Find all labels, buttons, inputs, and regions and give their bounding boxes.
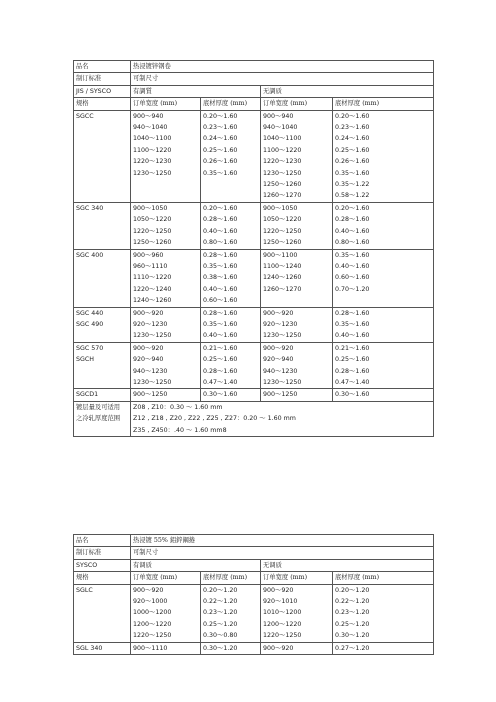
coating-range-line: Z08 , Z10：0.30 ～ 1.60 mm [133,403,223,411]
cell-line: 940～1040 [263,124,298,132]
cell-line: SGC 440 [76,309,104,317]
cell-line: 1220～1250 [263,227,302,235]
cell-line: 0.20～1.60 [203,112,238,120]
cell-line: 0.25～1.60 [335,146,370,154]
cell-line: 900～920 [133,344,164,352]
cell-line: 0.30～1.60 [335,391,370,399]
thickness-cell [333,202,434,249]
coating-range-line: Z12 , Z18 , Z20 , Z22 , Z25 , Z27：0.20 ～ 1.60 mm [133,415,296,423]
cell-line: 1230～1250 [133,332,172,340]
spec-name-cell [74,389,131,401]
cell-line: 0.70～1.20 [335,285,370,293]
cell-line: 1230～1250 [263,332,302,340]
cell-line: 0.25～1.20 [203,620,238,628]
thickness-cell [333,342,434,389]
cell-line: 0.30～1.20 [203,644,238,652]
cell-line: 900～940 [263,112,294,120]
standard-name: JIS / SYSCO [74,85,131,97]
cell-line: 0.24～1.60 [203,135,238,143]
cell-line: 1220～1240 [133,285,172,293]
cell-line: 940～1230 [133,367,168,375]
table-row [74,584,434,642]
cell-line: 0.35～1.60 [203,320,238,328]
cell-line: 1220～1250 [133,227,172,235]
cell-line: SGC 490 [76,320,104,328]
product-label: 品名 [74,61,131,73]
cell-line: 900～920 [133,309,164,317]
cell-line: 900～960 [133,251,164,259]
cell-line: 900～1250 [263,391,298,399]
cell-line: 0.23～1.60 [203,124,238,132]
column-header-width: 订单宽度 (mm) [261,572,333,584]
product-name: 热浸镀锌钢卷 [131,61,434,73]
column-header-width: 订单宽度 (mm) [131,572,201,584]
cell-line: 0.30～1.20 [335,632,370,640]
cell-line: 1100～1240 [263,262,302,270]
spec-name-cell [74,202,131,249]
thickness-cell [201,307,261,342]
cell-line: 0.35～1.60 [203,169,238,177]
table-row [74,642,434,654]
coating-label [74,401,131,436]
cell-line: 0.23～1.20 [203,609,238,617]
width-cell [261,584,333,642]
cell-line: 1230～1250 [133,169,172,177]
cell-line: 1100～1220 [133,146,172,154]
cell-line: 1200～1220 [263,620,302,628]
cell-line: 0.40～1.60 [203,227,238,235]
cell-line: 0.28～1.60 [335,309,370,317]
cell-line: 1250～1260 [133,239,172,247]
cell-line: SGCC [76,112,94,120]
cell-line: SGC 400 [76,251,104,259]
table-row [74,73,434,85]
thickness-cell [333,307,434,342]
product-label: 品名 [74,535,131,547]
width-cell [261,249,333,307]
cell-line: 900～920 [133,586,164,594]
cell-line: 1010～1200 [263,609,302,617]
cell-line: 900～1100 [263,251,298,259]
coating-ranges [131,401,434,436]
spec-name-cell [74,342,131,389]
standard-label: 制订标准 [74,73,131,85]
cell-line: 0.26～1.60 [203,158,238,166]
cell-line: 900～920 [263,644,294,652]
cell-line: 1260～1270 [263,285,302,293]
cell-line: 0.21～1.60 [335,344,370,352]
cell-line: 1200～1220 [133,620,172,628]
cell-line: 0.58～1.22 [335,192,370,200]
cell-line: 0.24～1.60 [335,135,370,143]
cell-line: 920～1010 [263,598,298,606]
cell-line: 0.26～1.60 [335,158,370,166]
product-name: 热浸镀 55% 鋁鋅鋼捲 [131,535,434,547]
column-header-width: 订单宽度 (mm) [261,98,333,110]
cell-line: 1220～1230 [263,158,302,166]
cell-line: 1260～1270 [263,192,302,200]
cell-line: 0.25～1.60 [203,356,238,364]
cell-line: 900～940 [133,112,164,120]
thickness-cell [201,642,261,654]
thickness-cell [201,110,261,202]
width-cell [131,389,201,401]
cell-line: 0.25～1.20 [335,620,370,628]
cell-line: SGCH [76,356,95,364]
cell-line: 0.22～1.20 [335,598,370,606]
cell-line: 900～920 [263,344,294,352]
cell-line: 1000～1200 [133,609,172,617]
spec-name-cell [74,642,131,654]
spec-name-cell [74,110,131,202]
cell-line: 0.28～1.60 [335,216,370,224]
cell-line: SGC 570 [76,344,104,352]
cell-line: 0.40～1.60 [203,332,238,340]
cell-line: 1040～1100 [263,135,302,143]
cell-line: 0.38～1.60 [203,274,238,282]
cell-line: 0.35～1.60 [335,320,370,328]
cell-line: 0.80～1.60 [335,239,370,247]
coating-range-line: Z35 , Z450：.40 ～ 1.60 mm8 [133,426,227,434]
column-header-thickness: 底材厚度 (mm) [333,98,434,110]
thickness-cell [201,342,261,389]
cell-line: 0.40～1.60 [203,285,238,293]
cell-line: 0.23～1.60 [335,124,370,132]
thickness-cell [333,584,434,642]
standard-label: 制订标准 [74,547,131,559]
cell-line: 1220～1250 [263,632,302,640]
coating-row [74,401,434,436]
width-cell [261,307,333,342]
cell-line: 0.28～1.60 [203,251,238,259]
group-untempered: 无調质 [261,85,434,97]
cell-line: 1220～1230 [133,158,172,166]
width-cell [261,642,333,654]
thickness-cell [201,389,261,401]
thickness-cell [333,642,434,654]
table-row [74,342,434,389]
table-row [74,110,434,202]
cell-line: SGLC [76,586,93,594]
table-row [74,85,434,97]
table-row [74,307,434,342]
coating-label-line: 之冷轧厚度范围 [76,415,121,423]
cell-line: 0.80～1.60 [203,239,238,247]
cell-line: 1240～1260 [263,274,302,282]
column-header-thickness: 底材厚度 (mm) [201,98,261,110]
cell-line: 920～1230 [263,320,298,328]
cell-line: 0.28～1.60 [203,216,238,224]
column-header-spec: 规格 [74,572,131,584]
cell-line: 1250～1260 [263,239,302,247]
table-row [74,559,434,571]
cell-line: 0.20～1.60 [203,204,238,212]
table-row [74,535,434,547]
cell-line: 0.35～1.22 [335,181,370,189]
table-row [74,202,434,249]
cell-line: 0.28～1.60 [335,367,370,375]
cell-line: 920～940 [133,356,164,364]
cell-line: 0.35～1.60 [203,262,238,270]
spec-name-cell [74,307,131,342]
width-cell [131,202,201,249]
table-row [74,389,434,401]
thickness-cell [333,389,434,401]
cell-line: 920～1230 [133,320,168,328]
cell-line: 0.47～1.40 [335,378,370,386]
cell-line: 1250～1260 [263,181,302,189]
cell-line: 900～920 [263,309,294,317]
width-cell [131,342,201,389]
cell-line: 900～1050 [133,204,168,212]
cell-line: 1220～1250 [133,632,172,640]
cell-line: 1040～1100 [133,135,172,143]
cell-line: 900～1250 [133,391,168,399]
width-cell [261,342,333,389]
thickness-cell [333,249,434,307]
cell-line: 0.20～1.20 [335,586,370,594]
width-cell [131,642,201,654]
cell-line: 920～1000 [133,598,168,606]
spec-table-galvalume [73,534,434,655]
cell-line: 0.20～1.60 [335,112,370,120]
cell-line: 1230～1250 [133,378,172,386]
cell-line: 0.20～1.20 [203,586,238,594]
thickness-cell [201,249,261,307]
standard-value: 可制尺寸 [131,547,434,559]
cell-line: 900～1110 [133,644,168,652]
table-row [74,249,434,307]
cell-line: 0.25～1.60 [335,356,370,364]
table-header-row [74,98,434,110]
cell-line: 0.27～1.20 [335,644,370,652]
column-header-spec: 规格 [74,98,131,110]
column-header-width: 订单宽度 (mm) [131,98,201,110]
coating-label-line: 镀层量及可适用 [76,403,121,411]
cell-line: 1110～1220 [133,274,172,282]
group-untempered: 无调质 [261,559,434,571]
cell-line: 0.22～1.20 [203,598,238,606]
cell-line: 1230～1250 [263,378,302,386]
cell-line: 1240～1260 [133,297,172,305]
cell-line: 1050～1220 [133,216,172,224]
cell-line: 1050～1220 [263,216,302,224]
thickness-cell [201,584,261,642]
cell-line: 940～1040 [133,124,168,132]
cell-line: 0.20～1.60 [335,204,370,212]
column-header-thickness: 底材厚度 (mm) [201,572,261,584]
width-cell [131,249,201,307]
cell-line: 0.25～1.60 [203,146,238,154]
cell-line: 0.60～1.60 [335,274,370,282]
standard-name: SYSCO [74,559,131,571]
cell-line: 0.47～1.40 [203,378,238,386]
cell-line: SGL 340 [76,644,103,652]
cell-line: 0.35～1.60 [335,251,370,259]
cell-line: 0.30～1.60 [203,391,238,399]
cell-line: 0.28～1.60 [203,309,238,317]
cell-line: 900～1050 [263,204,298,212]
table-row [74,547,434,559]
width-cell [261,110,333,202]
table-header-row [74,572,434,584]
width-cell [131,307,201,342]
cell-line: 940～1230 [263,367,298,375]
cell-line: 0.40～1.60 [335,332,370,340]
cell-line: 900～920 [263,586,294,594]
group-tempered: 有调质 [131,559,261,571]
cell-line: SGCD1 [76,391,99,399]
cell-line: 960～1110 [133,262,168,270]
cell-line: 0.40～1.60 [335,227,370,235]
cell-line: 0.28～1.60 [203,367,238,375]
spec-table-galvanized [73,60,434,437]
thickness-cell [333,110,434,202]
cell-line: 1100～1220 [263,146,302,154]
spec-name-cell [74,249,131,307]
standard-value: 可制尺寸 [131,73,434,85]
width-cell [131,110,201,202]
cell-line: 0.60～1.60 [203,297,238,305]
table-row [74,61,434,73]
width-cell [261,202,333,249]
column-header-thickness: 底材厚度 (mm) [333,572,434,584]
cell-line: 0.23～1.20 [335,609,370,617]
cell-line: 0.30～0.80 [203,632,238,640]
width-cell [261,389,333,401]
cell-line: SGC 340 [76,204,104,212]
cell-line: 0.35～1.60 [335,169,370,177]
spec-name-cell [74,584,131,642]
cell-line: 920～940 [263,356,294,364]
width-cell [131,584,201,642]
cell-line: 0.21～1.60 [203,344,238,352]
cell-line: 1230～1250 [263,169,302,177]
group-tempered: 有調質 [131,85,261,97]
thickness-cell [201,202,261,249]
cell-line: 0.40～1.60 [335,262,370,270]
